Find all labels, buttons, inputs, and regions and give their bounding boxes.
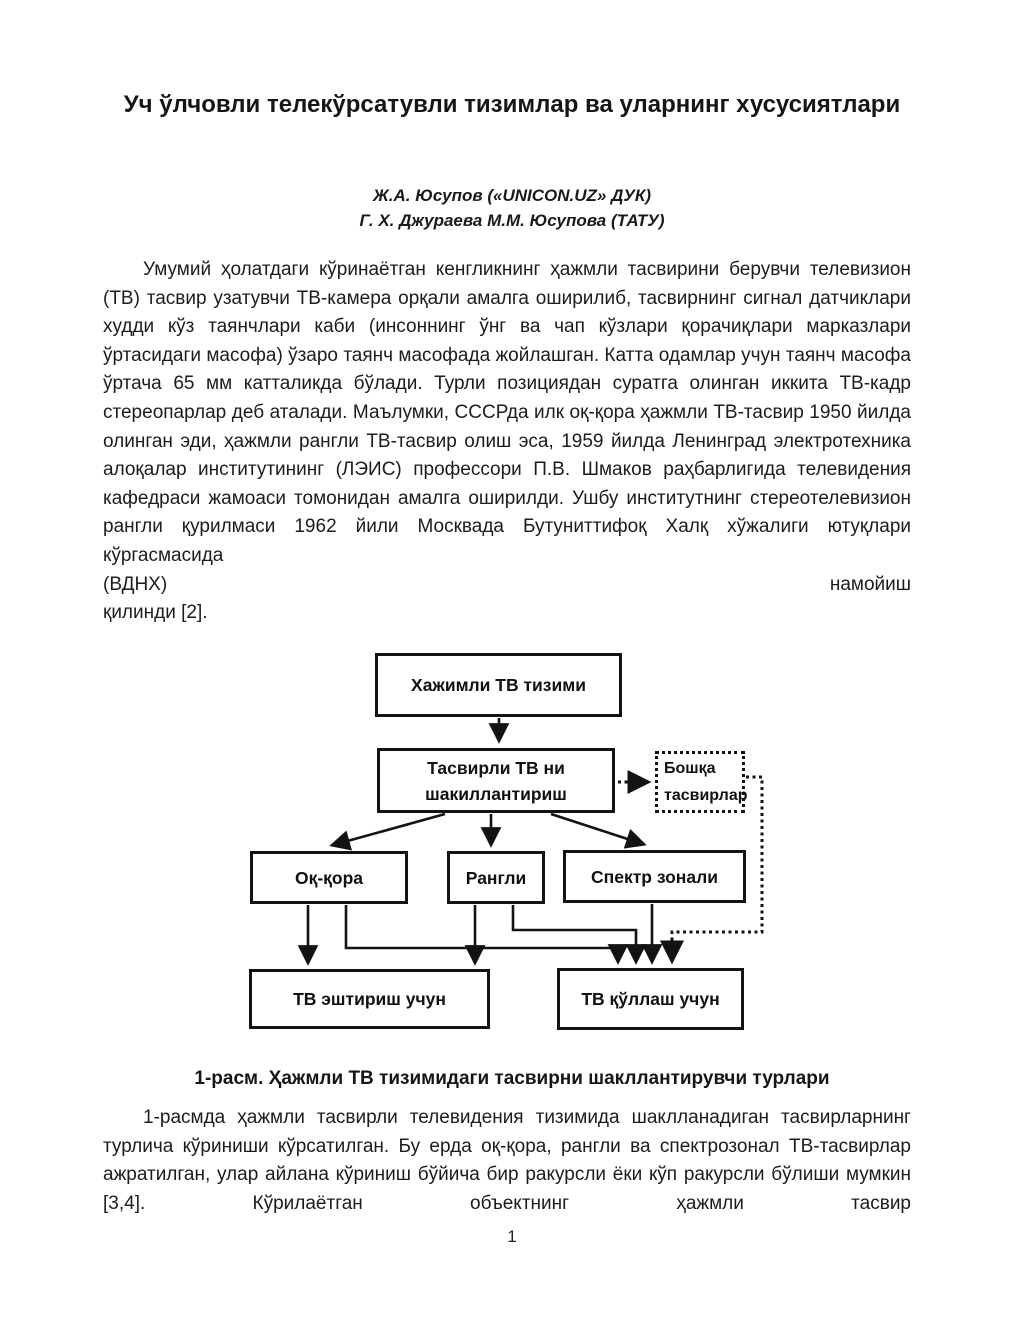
paragraph-1-last-line: қилинди [2]. — [103, 602, 208, 624]
flowchart-node-tv-broadcast: ТВ эштириш учун — [249, 969, 490, 1029]
authors-block — [0, 183, 1024, 233]
author-line-2: Г. Х. Джураева М.М. Юсупова (ТАТУ) — [359, 211, 665, 230]
paragraph-1-justified-line — [103, 571, 911, 600]
page-title: Уч ўлчовли телекўрсатувли тизимлар ва уларнинг хусусиятлари — [123, 91, 901, 118]
flowchart-node-color: Рангли — [447, 851, 545, 904]
vdnh-line-end-word: намойиш — [829, 573, 911, 595]
vdnh-abbreviation: (ВДНХ) — [103, 573, 168, 595]
flowchart-node-spectral-zonal: Спектр зонали — [563, 850, 746, 903]
arrow-shaping-to-spectral — [551, 814, 643, 844]
flowchart-node-tv-applied: ТВ қўллаш учун — [557, 968, 744, 1030]
flowchart-node-black-white: Оқ-қора — [250, 851, 408, 904]
body-paragraph-2: 1-расмда ҳажмли тасвирли телевидения тизимида шаклланадиган тасвирларнинг турлича кўриниши кўрсатилган. Бу ерда оқ-қора, рангли ва спектрозонал ТВ-тасвирлар ажратилган, улар айлана кўриниш бўйича бир ракурсли ёки кўп ракурсли бўлиши мумкин [3,4]. Кўрилаётган объектнинг ҳажмли тасвир — [103, 1107, 911, 1214]
body-paragraph-1 — [103, 256, 911, 628]
page-number: 1 — [507, 1227, 517, 1246]
flowchart-node-other-images: Бошқа тасвирлар — [655, 751, 745, 813]
arrow-shaping-to-bw — [333, 814, 445, 845]
flowchart-node-root: Хажимли ТВ тизими — [375, 653, 622, 717]
author-line-1: Ж.А. Юсупов («UNICON.UZ» ДУК) — [372, 186, 651, 205]
figure-1-caption: 1-расм. Ҳажмли ТВ тизимидаги тасвирни шакллантирувчи турлари — [194, 1068, 830, 1089]
flowchart-node-shaping: Тасвирли ТВ ни шакиллантириш — [377, 748, 615, 813]
figure-1-flowchart — [103, 640, 911, 1045]
arrow-bw-to-applied — [346, 905, 618, 961]
paragraph-1-text: Умумий ҳолатдаги кўринаётган кенгликнинг ҳажмли тасвирини берувчи телевизион (ТВ) тасвир узатувчи ТВ-камера орқали амалга оширилиб, тасвирнинг сигнал датчиклари худди кўз таянчлари каби (инсоннинг ўнг ва чап кўзлари қорачиқлари марказлари ўртасидаги масофа) ўзаро таянч масофада жойлашган. Катта одамлар учун таянч масофа ўртача 65 мм катталикда бўлади. Турли позициядан суратга олинган иккита ТВ-кадр стереопарлар деб аталади. Маълумки, СССРда илк оқ-қора ҳажмли ТВ-тасвир 1950 йилда олинган эди, ҳажмли рангли ТВ-тасвир олиш эса, 1959 йилда Ленинград электротехника алоқалар институтининг (ЛЭИС) профессори П.В. Шмаков раҳбарлигида телевидения кафедраси жамоаси томонидан амалга оширилди. Ушбу институтнинг стереотелевизион рангли қурилмаси 1962 йили Москвада Бутуниттифоқ Халқ хўжалиги ютуқлари кўргасмасида — [103, 259, 911, 566]
